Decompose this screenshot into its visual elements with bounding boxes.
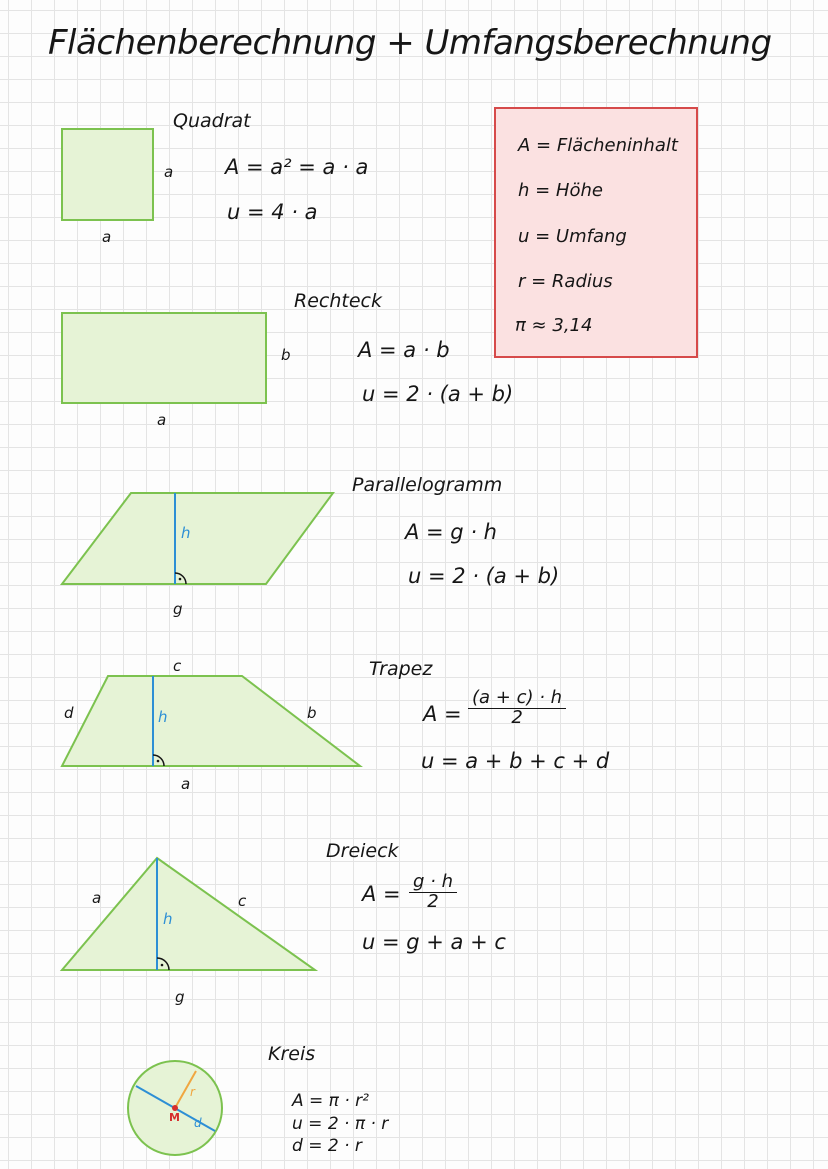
quadrat-perimeter-formula: u = 4 · a	[227, 200, 318, 224]
parallelogramm-heading: Parallelogramm	[352, 474, 503, 496]
trapez-label-right: b	[307, 704, 317, 722]
rechteck-heading: Rechteck	[294, 290, 382, 312]
dreieck-area-denominator: 2	[427, 890, 439, 912]
trapez-area-prefix: A =	[423, 702, 462, 726]
quadrat-area-formula: A = a² = a · a	[225, 155, 369, 179]
parallelogramm-perimeter-formula: u = 2 · (a + b)	[408, 564, 560, 588]
trapez-perimeter-formula: u = a + b + c + d	[421, 749, 610, 773]
dreieck-perimeter-formula: u = g + a + c	[362, 930, 506, 954]
legend-item-area: A = Flächeninhalt	[518, 135, 678, 156]
dreieck-label-left: a	[92, 889, 102, 907]
kreis-area-formula: A = π · r²	[292, 1091, 369, 1111]
dreieck-label-right: c	[238, 892, 247, 910]
trapez-label-left: d	[64, 704, 74, 722]
trapez-label-bottom: a	[181, 775, 191, 793]
quadrat-heading: Quadrat	[173, 110, 251, 132]
trapez-area-denominator: 2	[511, 706, 523, 728]
dreieck-label-height: h	[163, 910, 173, 928]
legend-item-radius: r = Radius	[518, 271, 613, 292]
parallelogramm-label-base: g	[173, 600, 183, 618]
dreieck-label-base: g	[175, 988, 185, 1006]
kreis-heading: Kreis	[268, 1043, 316, 1065]
rechteck-perimeter-formula: u = 2 · (a + b)	[362, 382, 514, 406]
rechteck-area-formula: A = a · b	[358, 338, 450, 362]
parallelogramm-label-height: h	[181, 524, 191, 542]
kreis-diameter-formula: d = 2 · r	[292, 1136, 362, 1156]
kreis-perimeter-formula: u = 2 · π · r	[292, 1114, 389, 1134]
kreis-label-diameter: d	[194, 1116, 202, 1130]
kreis-label-radius: r	[190, 1085, 195, 1099]
quadrat-label-side-right: a	[164, 163, 174, 181]
legend-item-height: h = Höhe	[518, 180, 603, 201]
parallelogramm-area-formula: A = g · h	[405, 520, 497, 544]
kreis-label-center: M	[169, 1111, 180, 1124]
dreieck-heading: Dreieck	[326, 840, 399, 862]
rechteck-label-side-bottom: a	[157, 411, 167, 429]
trapez-label-top: c	[173, 657, 182, 675]
trapez-area-numerator: (a + c) · h	[468, 689, 566, 709]
legend-item-perimeter: u = Umfang	[518, 226, 627, 247]
trapez-heading: Trapez	[369, 658, 433, 680]
rechteck-label-side-right: b	[281, 346, 291, 364]
page-title: Flächenberechnung + Umfangsberechnung	[48, 23, 772, 63]
dreieck-area-prefix: A =	[362, 882, 401, 906]
legend-item-pi: π ≈ 3,14	[515, 315, 593, 336]
trapez-label-height: h	[158, 708, 168, 726]
dreieck-area-numerator: g · h	[409, 873, 457, 893]
quadrat-label-side-bottom: a	[102, 228, 112, 246]
